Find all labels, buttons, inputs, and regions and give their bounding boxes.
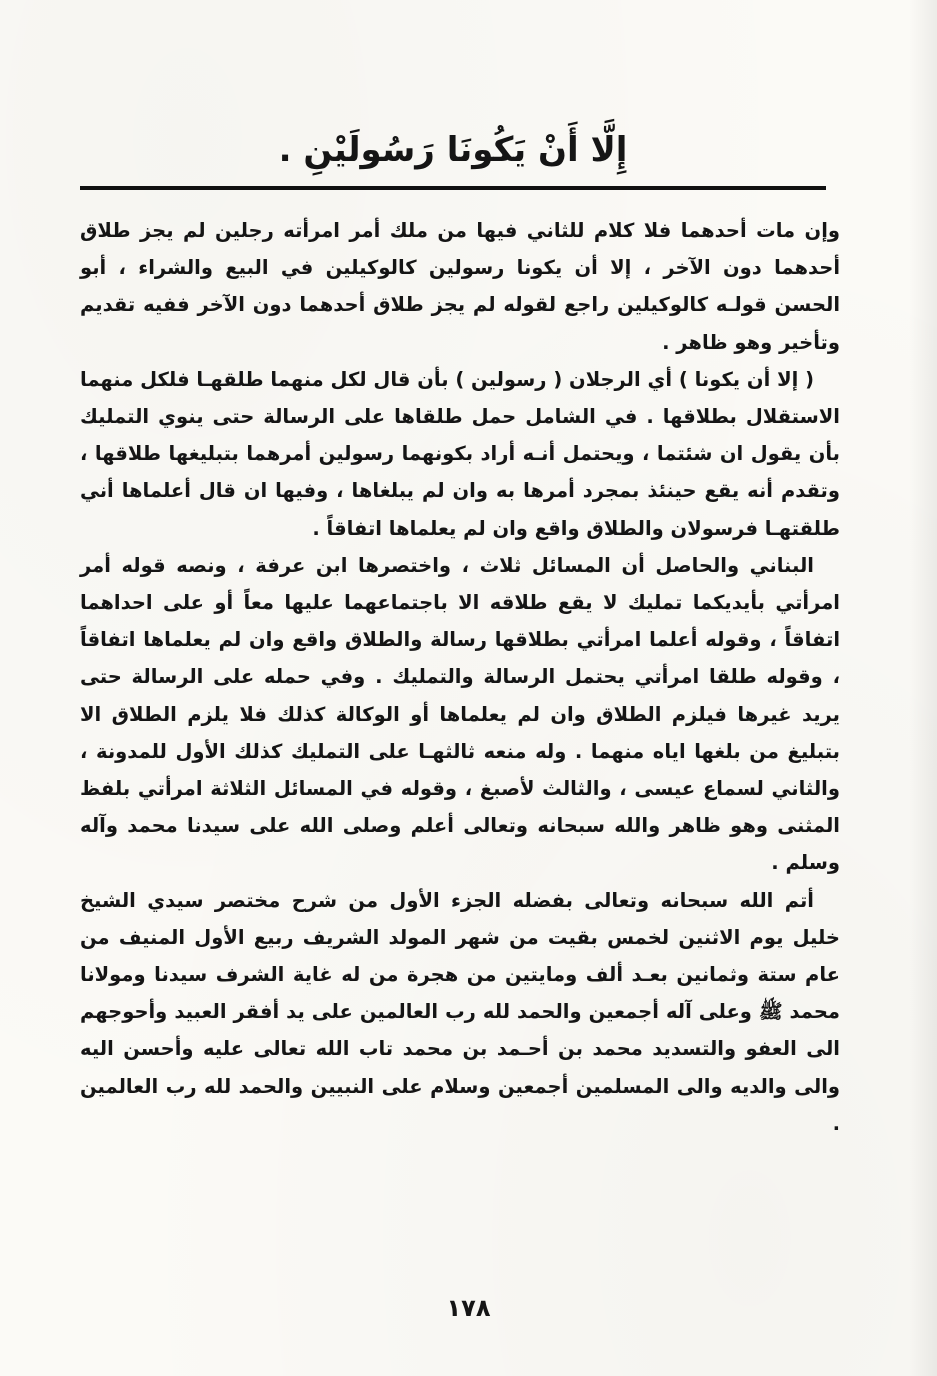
paragraph-4: أتم الله سبحانه وتعالى بفضله الجزء الأول من شرح مختصر سيدي الشيخ خليل يوم الاثنين لخمس بقيت من شهر المولد الشريف ربيع الأول المنيف من عام ستة وثمانين بعـد ألف ومايتين من هجرة من له غاية الشرف سيدنا ومولانا محمد ﷺ وعلى آله أجمعين والحمد لله رب العالمين على يد أفقر العبيد وأحوجهم الى العفو والتسديد محمد بن أحـمد بن محمد تاب الله تعالى عليه وأحسن اليه والى والديه والى المسلمين أجمعين وسلام على النبيين والحمد لله رب العالمين . — [80, 888, 840, 1135]
page-number: ١٧٨ — [446, 1294, 491, 1322]
paragraph-1: وإن مات أحدهما فلا كلام للثاني فيها من ملك أمر امرأته رجلين لم يجز طلاق أحدهما دون الآخر ، إلا أن يكونا رسولين كالوكيلين في البيع والشراء ، أبو الحسن قولـه كالوكيلين راجع لقوله لم يجز طلاق أحدهما دون الآخر ففيه تقديم وتأخير وهو ظاهر . — [80, 219, 840, 354]
paragraph-2: ( إلا أن يكونا ) أي الرجلان ( رسولين ) بأن قال لكل منهما طلقهـا فلكل منهما الاستقلال بطلاقها . في الشامل حمل طلقاها على الرسالة حتى ينوي التمليك بأن يقول ان شئتما ، ويحتمل أنـه أراد بكونهما رسولين أمرهما بتبليغها طلاقها ، وتقدم أنه يقع حينئذ بمجرد أمرها به وان لم يبلغاها ، وفيها ان قال أعلماها أني طلقتهـا فرسولان والطلاق واقع وان لم يعلماها اتفاقاً . — [80, 367, 840, 540]
page-edge-shadow — [909, 0, 937, 1376]
header-rule — [80, 186, 826, 190]
page-header-title: إِلَّا أَنْ يَكُونَا رَسُولَيْنِ . — [278, 130, 628, 170]
paragraph-3: البناني والحاصل أن المسائل ثلاث ، واختصرها ابن عرفة ، ونصه قوله أمر امرأتي بأيديكما تمليك لا يقع طلاقه الا باجتماعهما عليها معاً أو على احداهما اتفاقاً ، وقوله أعلما امرأتي بطلاقها رسالة والطلاق واقع وان لم يعلماها اتفاقاً ، وقوله طلقا امرأتي يحتمل الرسالة والتمليك . وفي حمله على الرسالة حتى يريد غيرها فيلزم الطلاق وان لم يعلماها أو الوكالة كذلك فلا يلزم الطلاق الا بتبليغ من بلغها اياه منهما . وله منعه ثالثهـا على التمليك كذلك الأول للمدونة ، والثاني لسماع عيسى ، والثالث لأصبغ ، وقوله في المسائل الثلاثة امرأتي بلفظ المثنى وهو ظاهر والله سبحانه وتعالى أعلم وصلى الله على سيدنا محمد وآله وسلم . — [80, 553, 840, 875]
body-text — [80, 212, 840, 1142]
